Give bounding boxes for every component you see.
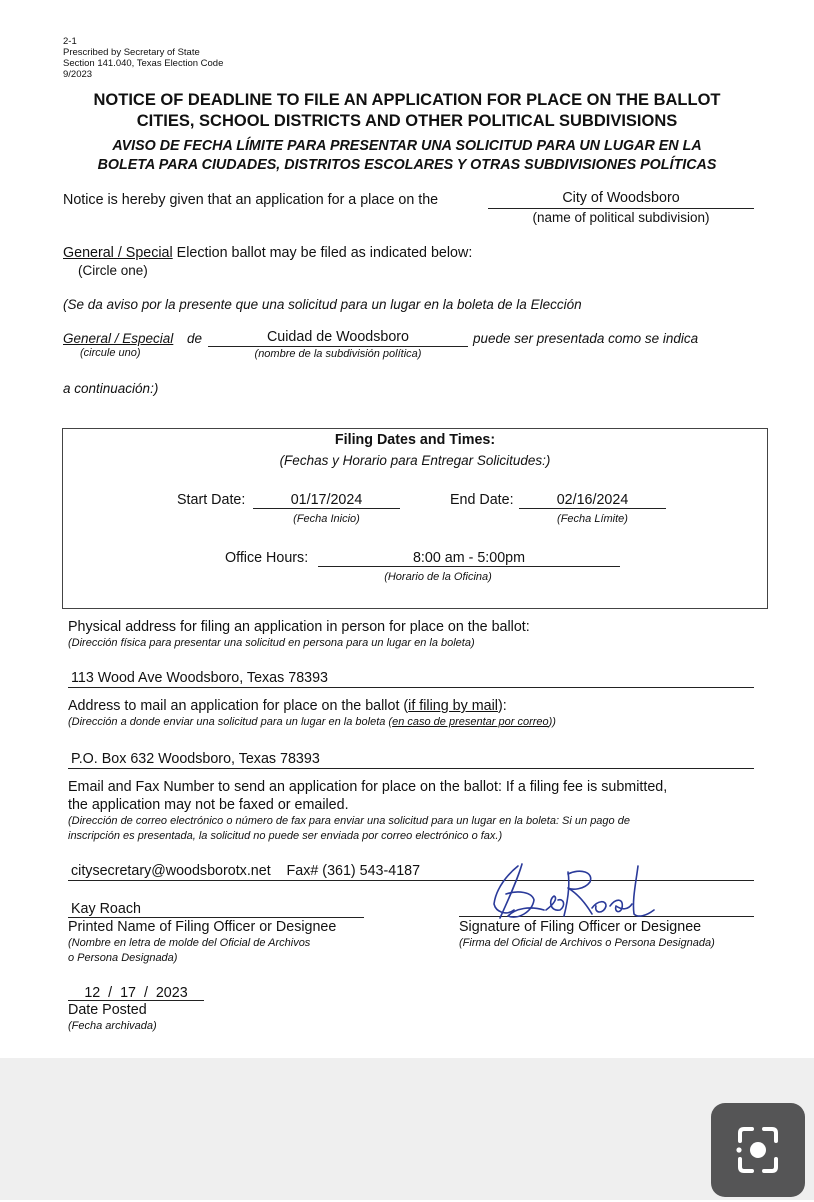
title-es-line1: AVISO DE FECHA LÍMITE PARA PRESENTAR UNA SOLICITUD PARA UN LUGAR EN LA <box>112 138 702 154</box>
email-fax-value: citysecretary@woodsborotx.net Fax# (361) 543-4187 <box>71 863 421 879</box>
subdivision-value: City of Woodsboro <box>562 190 680 206</box>
start-date-line <box>253 508 400 509</box>
end-date-value: 02/16/2024 <box>556 492 629 508</box>
mail-label-underlined: if filing by mail <box>408 698 498 714</box>
filing-heading-es: (Fechas y Horario para Entregar Solicitudes:) <box>279 453 551 468</box>
es-subdivision-line <box>208 346 468 347</box>
office-hours-label: Office Hours: <box>225 550 309 566</box>
title-es-line2: BOLETA PARA CIUDADES, DISTRITOS ESCOLARES Y OTRAS SUBDIVISIONES POLÍTICAS <box>97 157 717 173</box>
mail-address-line <box>68 768 754 769</box>
start-date-value: 01/17/2024 <box>290 492 363 508</box>
mail-label-es-end: )) <box>548 716 556 728</box>
mail-address-value: P.O. Box 632 Woodsboro, Texas 78393 <box>71 751 320 767</box>
end-date-label: End Date: <box>450 492 514 508</box>
office-hours-line <box>318 566 620 567</box>
mail-label-es-underlined: en caso de presentar por correo <box>392 716 549 728</box>
circle-one-caption: (Circle one) <box>78 263 148 278</box>
form-revision-date: 9/2023 <box>63 69 93 80</box>
form-prescribed: Prescribed by Secretary of State <box>63 47 200 58</box>
office-hours-value: 8:00 am - 5:00pm <box>412 550 526 566</box>
general-special-option: General / Special <box>63 245 173 261</box>
officer-name-label-es-line1: (Nombre en letra de molde del Oficial de Archivos <box>68 937 311 949</box>
form-number: 2-1 <box>63 36 77 47</box>
physical-address-line <box>68 687 754 688</box>
viewer-background <box>0 1058 814 1200</box>
email-fax-label-es-line1: (Dirección de correo electrónico o número de fax para enviar una solicitud para un lugar en la boleta: Si un pago de <box>68 815 630 827</box>
physical-address-label: Physical address for filing an application in person for place on the ballot: <box>68 619 530 635</box>
form-header <box>63 36 223 80</box>
start-date-label: Start Date: <box>177 492 246 508</box>
form-code-section: Section 141.040, Texas Election Code <box>63 58 224 69</box>
physical-address-label-es: (Dirección física para presentar una solicitud en persona para un lugar en la boleta) <box>68 637 475 649</box>
officer-name-label: Printed Name of Filing Officer or Designee <box>68 919 337 935</box>
mail-label-end: ): <box>497 698 507 714</box>
ballot-text: Election ballot may be filed as indicated below: <box>176 245 473 261</box>
office-hours-caption: (Horario de la Oficina) <box>384 571 492 583</box>
es-continuacion: a continuación:) <box>63 381 159 396</box>
officer-name-value: Kay Roach <box>71 901 141 917</box>
subdivision-caption: (name of political subdivision) <box>532 210 710 225</box>
election-type-line <box>63 245 472 261</box>
signature-label: Signature of Filing Officer or Designee <box>459 919 702 935</box>
end-date-line <box>519 508 666 509</box>
start-date-caption: (Fecha Inicio) <box>293 513 360 525</box>
mail-label-start: Address to mail an application for place on the ballot ( <box>68 698 409 714</box>
mail-address-label-es <box>68 716 556 728</box>
notice-es-intro: (Se da aviso por la presente que una solicitud para un lugar en la boleta de la Elección <box>63 297 582 312</box>
signature-label-es: (Firma del Oficial de Archivos o Persona Designada) <box>459 937 715 949</box>
es-circule-uno: (circule uno) <box>80 347 141 359</box>
email-fax-label-line2: the application may not be faxed or emailed. <box>68 797 349 813</box>
officer-name-line <box>68 917 364 918</box>
title-en-line2: CITIES, SCHOOL DISTRICTS AND OTHER POLITICAL SUBDIVISIONS <box>136 112 678 130</box>
es-puede: puede ser presentada como se indica <box>473 331 699 346</box>
mail-address-label <box>68 698 507 714</box>
physical-address-value: 113 Wood Ave Woodsboro, Texas 78393 <box>71 670 329 686</box>
title-en-line1: NOTICE OF DEADLINE TO FILE AN APPLICATION FOR PLACE ON THE BALLOT <box>93 91 721 109</box>
es-subdivision-caption: (nombre de la subdivisión política) <box>254 348 422 360</box>
es-subdivision-value: Cuidad de Woodsboro <box>266 329 409 345</box>
scan-text-button[interactable] <box>711 1103 805 1197</box>
subdivision-line <box>488 208 754 209</box>
email-fax-label-line1: Email and Fax Number to send an application for place on the ballot: If a filing fee is submitted, <box>68 779 668 795</box>
date-posted-line <box>68 1000 204 1001</box>
es-de: de <box>187 331 203 346</box>
end-date-caption: (Fecha Límite) <box>557 513 628 525</box>
handwritten-signature <box>488 860 658 926</box>
mail-label-es-start: (Dirección a donde enviar una solicitud para un lugar en la boleta ( <box>68 716 393 728</box>
date-posted-label-es: (Fecha archivada) <box>68 1020 157 1032</box>
email-fax-label-es-line2: inscripción es presentada, la solicitud no puede ser enviada por correo electrónico o fax.) <box>68 830 503 842</box>
filing-heading: Filing Dates and Times: <box>334 432 496 448</box>
officer-name-label-es-line2: o Persona Designada) <box>68 952 178 964</box>
date-posted-value: 12 / 17 / 2023 <box>84 985 188 1001</box>
date-posted-label: Date Posted <box>68 1002 147 1018</box>
general-especial-option: General / Especial <box>63 331 174 346</box>
notice-intro: Notice is hereby given that an application for a place on the <box>63 192 439 208</box>
scan-icon <box>711 1103 805 1197</box>
